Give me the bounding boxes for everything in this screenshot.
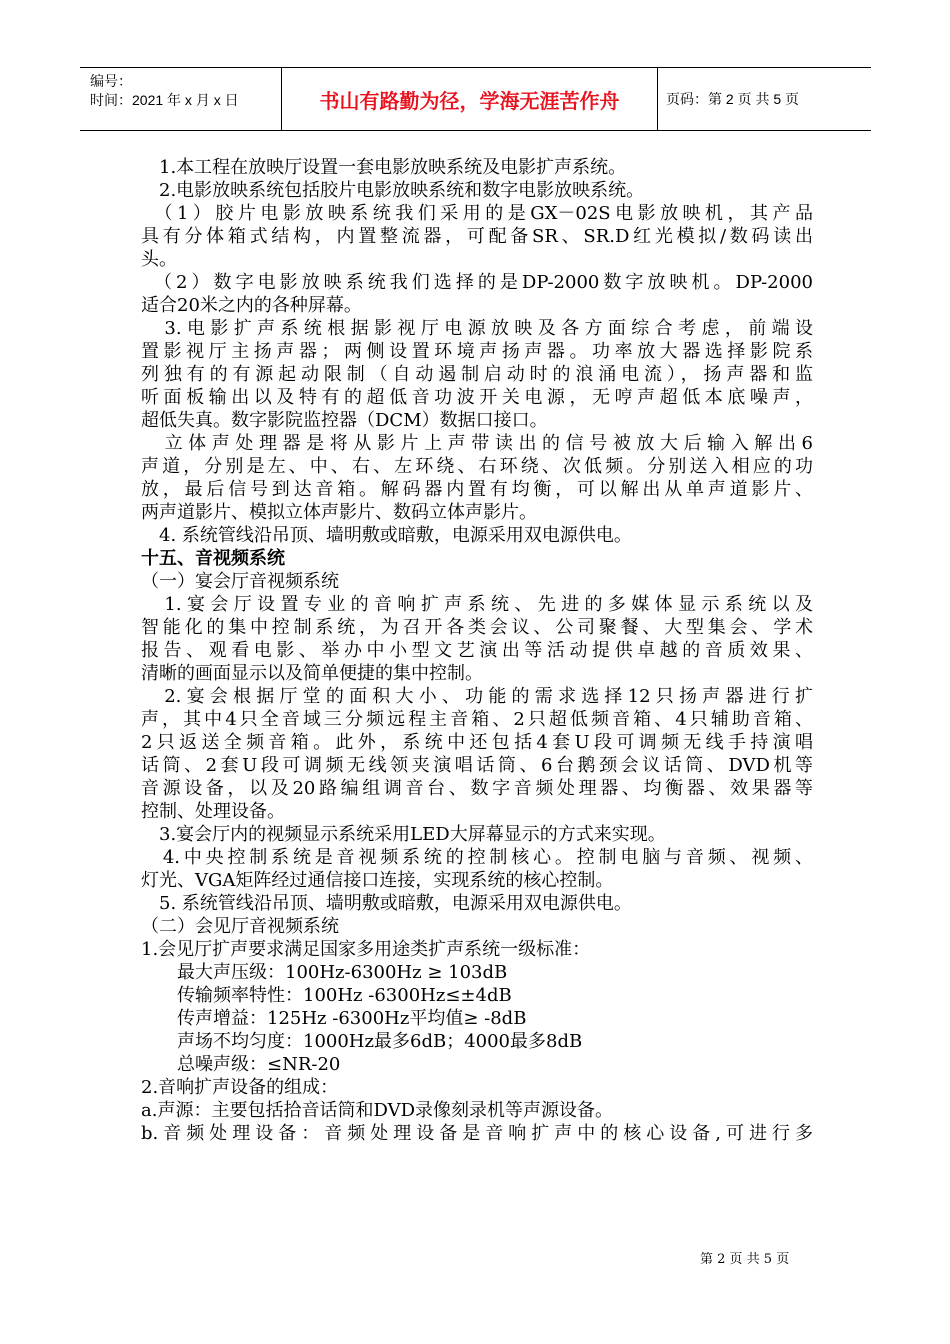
text-line: 置影视厅主扬声器；两侧设置环境声扬声器。功率放大器选择影院系 [141, 341, 813, 362]
text-line: 总噪声级：≤NR-20 [141, 1054, 341, 1075]
text-line: 声道，分别是左、中、右、左环绕、右环绕、次低频。分别送入相应的功 [141, 456, 813, 477]
text-line: 具有分体箱式结构，内置整流器，可配备SR、SR.D红光模拟/数码读出 [141, 226, 813, 247]
text-line: 立体声处理器是将从影片上声带读出的信号被放大后输入解出6 [141, 433, 813, 454]
document-body [141, 156, 813, 1145]
text-line: 3.电影扩声系统根据影视厅电源放映及各方面综合考虑，前端设 [141, 318, 813, 339]
text-line: b.音频处理设备：音频处理设备是音响扩声中的核心设备,可进行多 [141, 1123, 813, 1144]
text-line: 5. 系统管线沿吊顶、墙明敷或暗敷，电源采用双电源供电。 [141, 893, 632, 914]
text-line: （二）会见厅音视频系统 [141, 916, 339, 937]
text-line: （一）宴会厅音视频系统 [141, 571, 339, 592]
text-line: 3.宴会厅内的视频显示系统采用LED大屏幕显示的方式来实现。 [141, 824, 666, 845]
header-page-number: 页码：第 2 页 共 5 页 [666, 91, 800, 107]
header-motto: 书山有路勤为径，学海无涯苦作舟 [282, 68, 658, 130]
document-number-label: 编号： [90, 73, 132, 89]
text-line: 适合20米之内的各种屏幕。 [141, 295, 362, 316]
section-heading: 十五、音视频系统 [141, 548, 285, 569]
text-line: 听面板输出以及特有的超低音功波开关电源，无哼声超低本底噪声， [141, 387, 813, 408]
header-meta [80, 68, 282, 130]
text-line: 1.会见厅扩声要求满足国家多用途类扩声系统一级标准： [141, 939, 591, 960]
text-line: 4.中央控制系统是音视频系统的控制核心。控制电脑与音频、视频、 [141, 847, 813, 868]
text-line: 灯光、VGA矩阵经过通信接口连接，实现系统的核心控制。 [141, 870, 614, 891]
text-line: 清晰的画面显示以及简单便捷的集中控制。 [141, 663, 483, 684]
text-line: 2.宴会根据厅堂的面积大小、功能的需求选择12只扬声器进行扩 [141, 686, 813, 707]
text-line: （1）胶片电影放映系统我们采用的是GX－02S电影放映机，其产品 [141, 203, 813, 224]
text-line: （2）数字电影放映系统我们选择的是DP-2000数字放映机。DP-2000 [141, 272, 813, 293]
text-line: 2.电影放映系统包括胶片电影放映系统和数字电影放映系统。 [141, 180, 645, 201]
text-line: 报告、观看电影、举办中小型文艺演出等活动提供卓越的音质效果、 [141, 640, 813, 661]
text-line: 2只返送全频音箱。此外，系统中还包括4套U段可调频无线手持演唱 [141, 732, 813, 753]
text-line: 声场不均匀度：1000Hz最多6dB；4000最多8dB [141, 1031, 583, 1052]
text-line: 头。 [141, 249, 177, 270]
text-line: 传输频率特性：100Hz -6300Hz≤±4dB [141, 985, 512, 1006]
text-line: 超低失真。数字影院监控器（DCM）数据口接口。 [141, 410, 548, 431]
document-date-label: 时间：2021 年 x 月 x 日 [90, 92, 239, 108]
text-line: 话筒、2套U段可调频无线领夹演唱话筒、6台鹅颈会议话筒、DVD机等 [141, 755, 813, 776]
text-line: 音源设备，以及20路编组调音台、数字音频处理器、均衡器、效果器等 [141, 778, 813, 799]
text-line: 两声道影片、模拟立体声影片、数码立体声影片。 [141, 502, 537, 523]
text-line: 1.宴会厅设置专业的音响扩声系统、先进的多媒体显示系统以及 [141, 594, 813, 615]
text-line: 传声增益：125Hz -6300Hz平均值≥ -8dB [141, 1008, 527, 1029]
text-line: 智能化的集中控制系统，为召开各类会议、公司聚餐、大型集会、学术 [141, 617, 813, 638]
text-line: 放，最后信号到达音箱。解码器内置有均衡，可以解出从单声道影片、 [141, 479, 813, 500]
text-line: 4. 系统管线沿吊顶、墙明敷或暗敷，电源采用双电源供电。 [141, 525, 632, 546]
text-line: 列独有的有源起动限制（自动遏制启动时的浪涌电流），扬声器和监 [141, 364, 813, 385]
text-line: 最大声压级：100Hz-6300Hz ≥ 103dB [141, 962, 508, 983]
text-line: 2.音响扩声设备的组成： [141, 1077, 339, 1098]
text-line: 1.本工程在放映厅设置一套电影放映系统及电影扩声系统。 [141, 157, 627, 178]
text-line: 控制、处理设备。 [141, 801, 285, 822]
page-footer: 第 2 页 共 5 页 [700, 1252, 790, 1267]
text-line: a.声源：主要包括拾音话筒和DVD录像刻录机等声源设备。 [141, 1100, 613, 1121]
text-line: 声，其中4只全音域三分频远程主音箱、2只超低频音箱、4只辅助音箱、 [141, 709, 813, 730]
page-header [80, 67, 871, 131]
